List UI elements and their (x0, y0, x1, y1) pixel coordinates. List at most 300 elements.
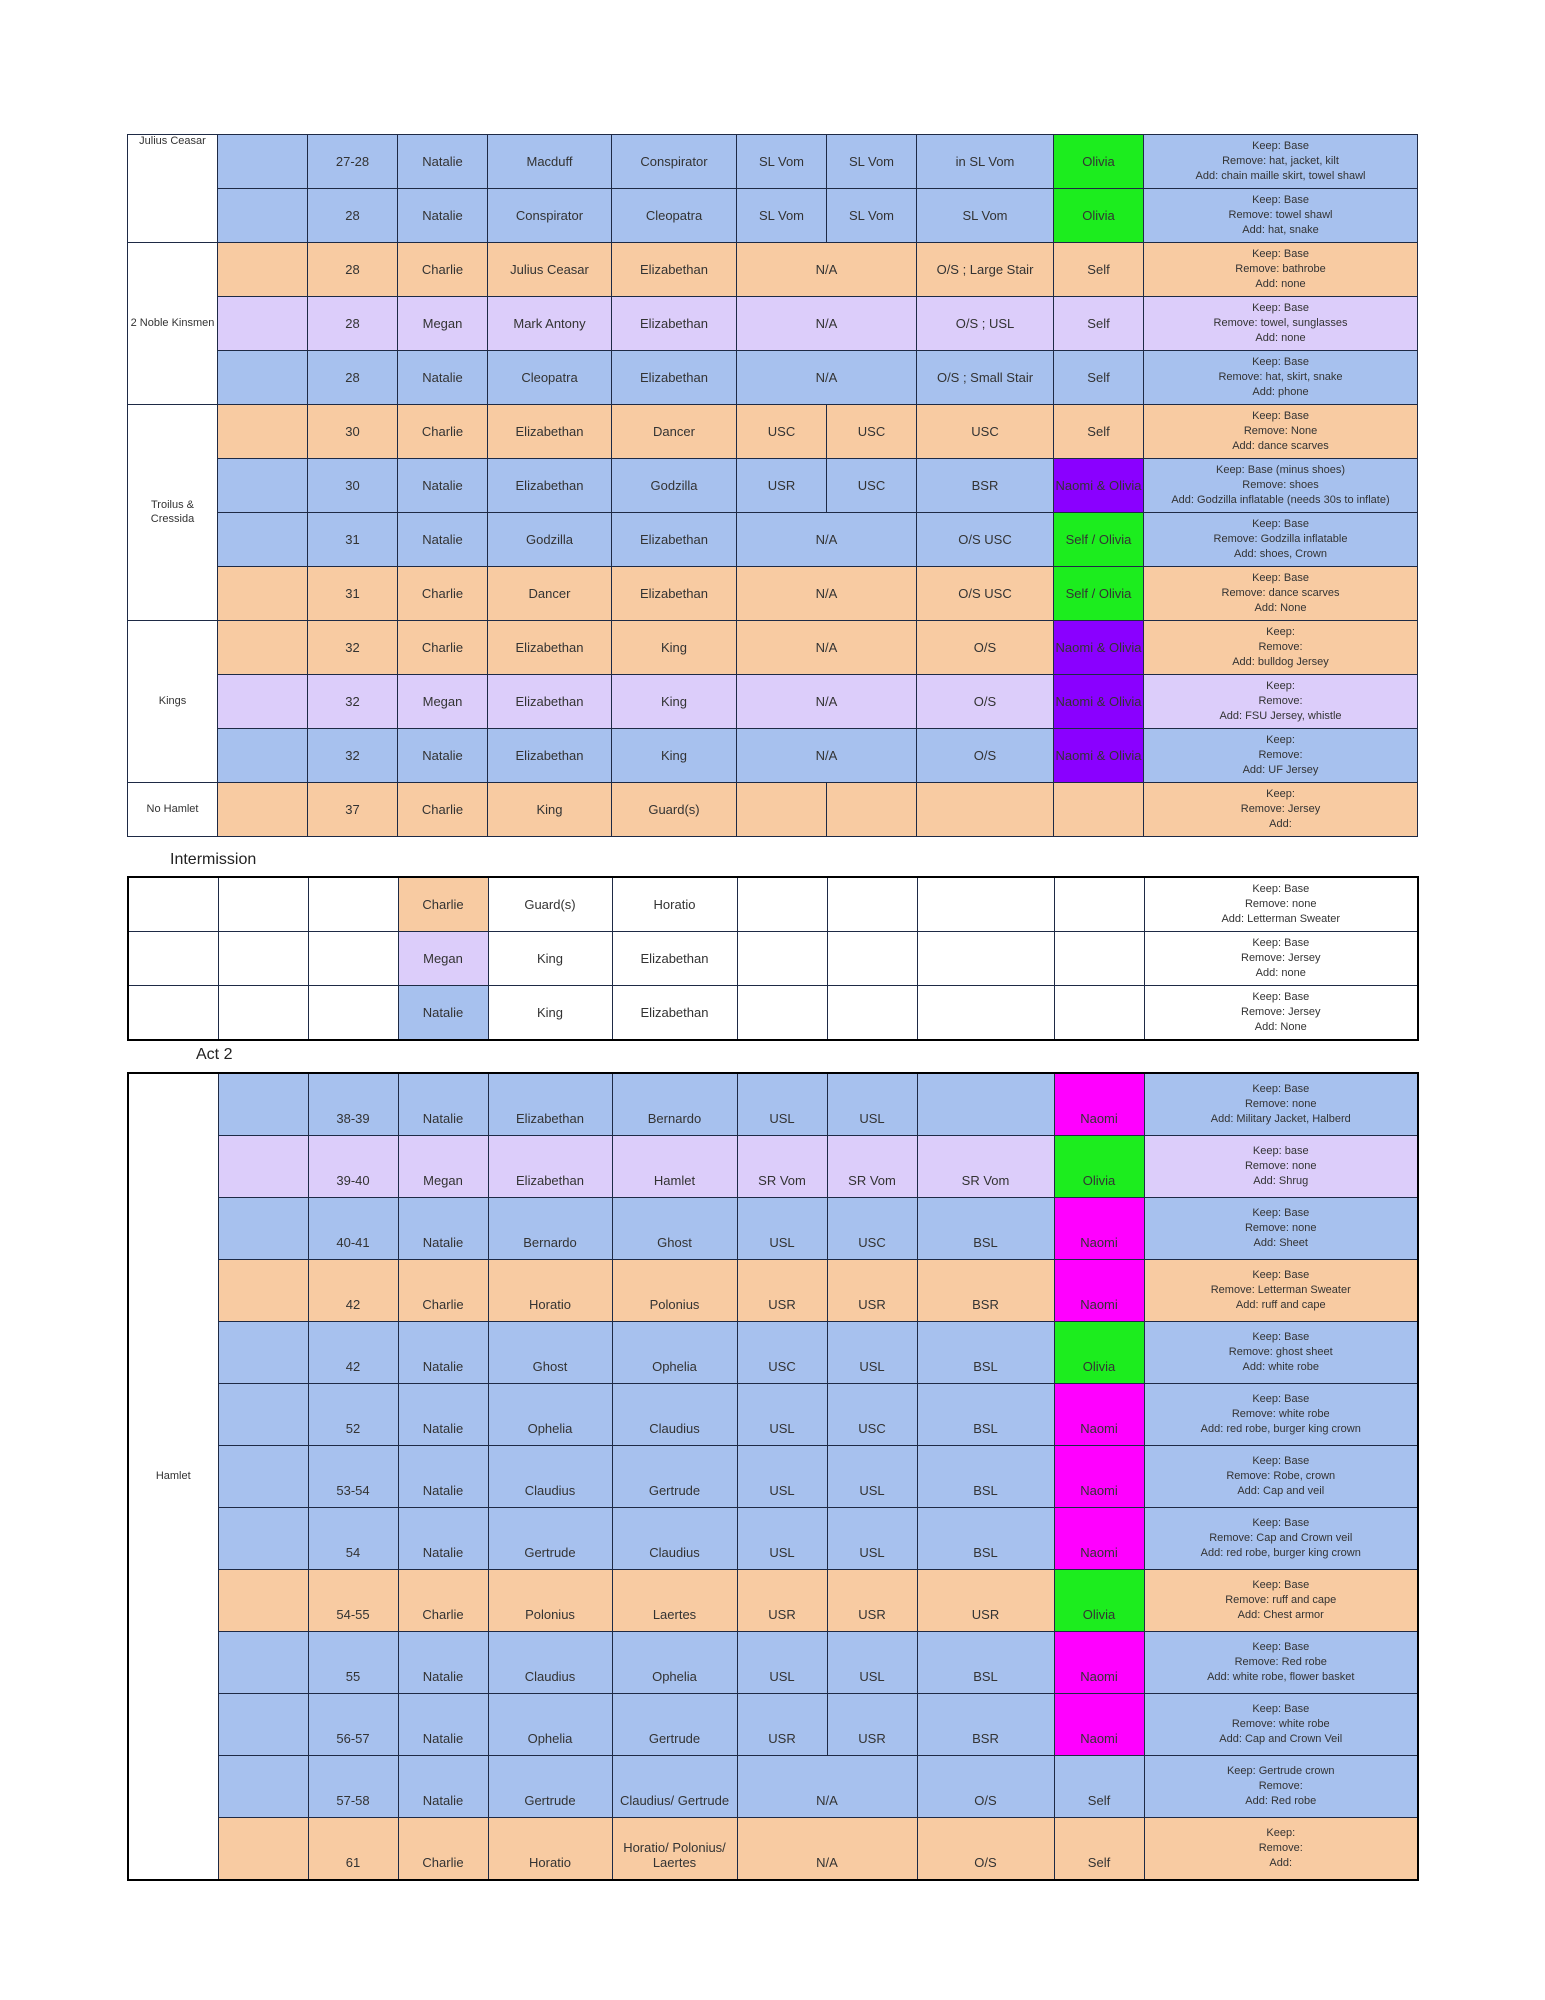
change-notes (1144, 1446, 1418, 1508)
table-row (128, 351, 1418, 405)
note-line: Remove: Jersey (1241, 952, 1321, 964)
color-swatch (218, 351, 308, 405)
table-row (128, 1508, 1418, 1570)
act2-heading: Act 2 (196, 1046, 233, 1063)
change-location: O/S ; USL (917, 297, 1054, 351)
note-line: Add: Red robe (1245, 1795, 1317, 1807)
change-notes (1144, 1136, 1418, 1198)
change-location: in SL Vom (917, 135, 1054, 189)
note-line: Keep: Base (1252, 1703, 1310, 1715)
change-location: USC (917, 405, 1054, 459)
note-line: Remove: Godzilla inflatable (1213, 533, 1348, 545)
scene-label (128, 877, 218, 932)
page-number: 42 (308, 1260, 398, 1322)
dresser-name: Self (1054, 351, 1144, 405)
note-line: Keep: Base (1252, 1393, 1310, 1405)
exit-location: USL (737, 1446, 827, 1508)
note-line: Add: chain maille skirt, towel shawl (1195, 170, 1366, 182)
to-costume: Hamlet (612, 1136, 737, 1198)
page-number: 56-57 (308, 1694, 398, 1756)
page-number (308, 986, 398, 1041)
note-line: Remove: (1258, 695, 1303, 707)
exit-location: USR (737, 1260, 827, 1322)
change-location: BSL (917, 1632, 1054, 1694)
note-line: Keep: (1266, 626, 1295, 638)
color-swatch (218, 932, 308, 986)
to-costume: Elizabethan (612, 932, 737, 986)
change-location: BSR (917, 1260, 1054, 1322)
actor-name: Natalie (398, 1694, 488, 1756)
intermission-grid (127, 876, 1419, 1041)
dresser-name (1054, 986, 1144, 1041)
to-costume: Guard(s) (612, 783, 737, 837)
exit-location: SL Vom (737, 189, 827, 243)
note-line: Keep: Base (minus shoes) (1215, 464, 1345, 476)
enter-location: USL (827, 1508, 917, 1570)
color-swatch (218, 675, 308, 729)
change-location: BSL (917, 1322, 1054, 1384)
page-number: 55 (308, 1632, 398, 1694)
to-costume: Conspirator (612, 135, 737, 189)
table-row (128, 1570, 1418, 1632)
to-costume: Ophelia (612, 1322, 737, 1384)
page-number (308, 932, 398, 986)
table-row (128, 405, 1418, 459)
change-location (917, 877, 1054, 932)
note-line: Add: none (1255, 332, 1306, 344)
note-line: Add: bulldog Jersey (1232, 656, 1329, 668)
table-row (128, 135, 1418, 189)
to-costume: Laertes (612, 1570, 737, 1632)
exit-location: SR Vom (737, 1136, 827, 1198)
to-costume: Elizabethan (612, 567, 737, 621)
color-swatch (218, 513, 308, 567)
location-na: N/A (737, 351, 917, 405)
change-notes (1144, 1694, 1418, 1756)
note-line: Add: none (1255, 278, 1306, 290)
quick-change-grid (127, 134, 1418, 837)
to-costume: Elizabethan (612, 986, 737, 1041)
note-line: Add: UF Jersey (1242, 764, 1319, 776)
change-notes (1144, 1073, 1418, 1136)
to-costume: Polonius (612, 1260, 737, 1322)
from-costume: Gertrude (488, 1756, 612, 1818)
from-costume: Ophelia (488, 1384, 612, 1446)
note-line: Remove: (1258, 1780, 1303, 1792)
table-row (128, 567, 1418, 621)
page-number: 37 (308, 783, 398, 837)
actor-name: Natalie (398, 189, 488, 243)
change-notes (1144, 1632, 1418, 1694)
dresser-name: Naomi (1054, 1508, 1144, 1570)
change-notes (1144, 405, 1418, 459)
scene-label: Hamlet (128, 1073, 218, 1880)
note-line: Add: red robe, burger king crown (1200, 1423, 1361, 1435)
table-row (128, 1446, 1418, 1508)
table-row (128, 189, 1418, 243)
actor-name: Natalie (398, 1508, 488, 1570)
location-na: N/A (737, 1818, 917, 1881)
change-notes (1144, 513, 1418, 567)
change-notes (1144, 189, 1418, 243)
note-line: Add: dance scarves (1232, 440, 1329, 452)
note-line: Keep: Base (1252, 1641, 1310, 1653)
page-number: 32 (308, 675, 398, 729)
to-costume: Elizabethan (612, 243, 737, 297)
exit-location: USL (737, 1384, 827, 1446)
page-number: 30 (308, 459, 398, 513)
dresser-name: Self (1054, 1818, 1144, 1881)
note-line: Add: red robe, burger king crown (1200, 1547, 1361, 1559)
page-number: 42 (308, 1322, 398, 1384)
color-swatch (218, 783, 308, 837)
note-line: Keep: Gertrude crown (1226, 1765, 1335, 1777)
change-location: O/S (917, 621, 1054, 675)
to-costume: Elizabethan (612, 351, 737, 405)
color-swatch (218, 189, 308, 243)
page-number: 61 (308, 1818, 398, 1881)
note-line: Keep: Base (1252, 140, 1309, 152)
note-line: Add: none (1255, 967, 1306, 979)
note-line: Add: (1269, 1857, 1293, 1869)
note-line: Keep: Base (1252, 1331, 1310, 1343)
change-location (917, 932, 1054, 986)
color-swatch (218, 567, 308, 621)
page-number: 30 (308, 405, 398, 459)
note-line: Remove: towel shawl (1228, 209, 1333, 221)
intermission-heading: Intermission (170, 851, 257, 868)
change-notes (1144, 1260, 1418, 1322)
exit-location: USC (737, 1322, 827, 1384)
change-notes (1144, 459, 1418, 513)
table-row (128, 513, 1418, 567)
note-line: Add: None (1254, 1021, 1307, 1033)
dresser-name: Self / Olivia (1054, 513, 1144, 567)
note-line: Keep: Base (1252, 356, 1309, 368)
note-line: Add: shoes, Crown (1234, 548, 1327, 560)
note-line: Keep: Base (1252, 302, 1309, 314)
to-costume: Horatio (612, 877, 737, 932)
to-costume: King (612, 675, 737, 729)
act2-table (127, 1072, 1417, 1881)
page-number: 27-28 (308, 135, 398, 189)
change-notes (1144, 243, 1418, 297)
table-row (128, 932, 1418, 986)
actor-name: Natalie (398, 1756, 488, 1818)
color-swatch (218, 1136, 308, 1198)
actor-name: Charlie (398, 1570, 488, 1632)
change-location: O/S ; Large Stair (917, 243, 1054, 297)
note-line: Add: ruff and cape (1235, 1299, 1326, 1311)
from-costume: Ophelia (488, 1694, 612, 1756)
scene-label: No Hamlet (128, 783, 218, 837)
from-costume: Elizabethan (488, 675, 612, 729)
note-line: Keep: Base (1252, 518, 1309, 530)
actor-name: Megan (398, 932, 488, 986)
from-costume: Macduff (488, 135, 612, 189)
change-location: BSL (917, 1384, 1054, 1446)
from-costume: Godzilla (488, 513, 612, 567)
page-number: 28 (308, 189, 398, 243)
actor-name: Natalie (398, 1632, 488, 1694)
color-swatch (218, 1570, 308, 1632)
note-line: Keep: (1266, 1827, 1296, 1839)
from-costume: Horatio (488, 1260, 612, 1322)
from-costume: Elizabethan (488, 459, 612, 513)
color-swatch (218, 405, 308, 459)
from-costume: Elizabethan (488, 1136, 612, 1198)
change-notes (1144, 1198, 1418, 1260)
note-line: Remove: (1258, 641, 1303, 653)
note-line: Remove: ghost sheet (1228, 1346, 1333, 1358)
dresser-name: Olivia (1054, 1136, 1144, 1198)
table-row (128, 621, 1418, 675)
dresser-name (1054, 932, 1144, 986)
enter-location: SL Vom (827, 189, 917, 243)
note-line: Keep: Base (1252, 1579, 1310, 1591)
exit-location: USL (737, 1198, 827, 1260)
actor-name: Charlie (398, 1260, 488, 1322)
from-costume: Claudius (488, 1632, 612, 1694)
change-location: BSR (917, 1694, 1054, 1756)
from-costume: King (488, 986, 612, 1041)
note-line: Add: hat, snake (1242, 224, 1319, 236)
change-location: O/S ; Small Stair (917, 351, 1054, 405)
page-number: 32 (308, 729, 398, 783)
page-number: 54 (308, 1508, 398, 1570)
note-line: Add: Godzilla inflatable (needs 30s to inflate) (1171, 494, 1390, 506)
dresser-name: Naomi (1054, 1632, 1144, 1694)
note-line: Remove: None (1243, 425, 1318, 437)
dresser-name: Self (1054, 243, 1144, 297)
from-costume: Polonius (488, 1570, 612, 1632)
note-line: Remove: dance scarves (1221, 587, 1340, 599)
note-line: Keep: Base (1252, 1207, 1310, 1219)
note-line: Remove: white robe (1231, 1718, 1330, 1730)
act2-grid (127, 1072, 1419, 1881)
change-location (917, 1073, 1054, 1136)
note-line: Add: Cap and Crown Veil (1219, 1733, 1343, 1745)
note-line: Add: Military Jacket, Halberd (1210, 1113, 1351, 1125)
dresser-name: Olivia (1054, 189, 1144, 243)
note-line: Keep: Base (1252, 1455, 1310, 1467)
table-row (128, 1384, 1418, 1446)
exit-location (737, 932, 827, 986)
note-line: Add: (1269, 818, 1292, 830)
location-na: N/A (737, 621, 917, 675)
from-costume: Elizabethan (488, 621, 612, 675)
color-swatch (218, 1756, 308, 1818)
from-costume: King (488, 932, 612, 986)
dresser-name: Olivia (1054, 1322, 1144, 1384)
note-line: Add: Shrug (1253, 1175, 1309, 1187)
note-line: Keep: (1266, 680, 1295, 692)
from-costume: Ghost (488, 1322, 612, 1384)
note-line: Add: Letterman Sweater (1221, 913, 1341, 925)
page-number: 28 (308, 351, 398, 405)
table-row (128, 297, 1418, 351)
dresser-name: Self (1054, 405, 1144, 459)
change-location: BSR (917, 459, 1054, 513)
actor-name: Charlie (398, 783, 488, 837)
to-costume: King (612, 621, 737, 675)
exit-location: USR (737, 1694, 827, 1756)
to-costume: Claudius (612, 1384, 737, 1446)
dresser-name: Naomi & Olivia (1054, 459, 1144, 513)
change-notes (1144, 986, 1418, 1041)
intermission-table (127, 876, 1417, 1041)
table-row (128, 1694, 1418, 1756)
from-costume: Elizabethan (488, 729, 612, 783)
dresser-name: Olivia (1054, 135, 1144, 189)
color-swatch (218, 1198, 308, 1260)
location-na: N/A (737, 513, 917, 567)
actor-name: Charlie (398, 405, 488, 459)
note-line: Keep: Base (1252, 883, 1310, 895)
note-line: Keep: Base (1252, 1517, 1310, 1529)
note-line: Add: white robe, flower basket (1207, 1671, 1355, 1683)
exit-location: USC (737, 405, 827, 459)
change-notes (1144, 351, 1418, 405)
table-row (128, 1756, 1418, 1818)
table-row (128, 1818, 1418, 1881)
change-notes (1144, 621, 1418, 675)
dresser-name: Naomi & Olivia (1054, 621, 1144, 675)
enter-location: USR (827, 1570, 917, 1632)
exit-location (737, 877, 827, 932)
change-location: O/S (917, 1756, 1054, 1818)
actor-name: Natalie (398, 1446, 488, 1508)
costume-change-table-part1 (127, 134, 1417, 837)
to-costume: Ophelia (612, 1632, 737, 1694)
color-swatch (218, 1073, 308, 1136)
note-line: Remove: shoes (1242, 479, 1319, 491)
enter-location: USR (827, 1260, 917, 1322)
note-line: Remove: (1258, 1842, 1303, 1854)
change-notes (1144, 1508, 1418, 1570)
page-number: 53-54 (308, 1446, 398, 1508)
change-notes (1144, 783, 1418, 837)
table-row (128, 729, 1418, 783)
change-location: O/S (917, 675, 1054, 729)
scene-label: Kings (128, 621, 218, 783)
change-notes (1144, 297, 1418, 351)
enter-location (827, 783, 917, 837)
actor-name: Natalie (398, 351, 488, 405)
scene-label: 2 Noble Kinsmen (128, 243, 218, 405)
to-costume: Claudius (612, 1508, 737, 1570)
actor-name: Natalie (398, 459, 488, 513)
actor-name: Natalie (398, 513, 488, 567)
enter-location (827, 986, 917, 1041)
to-costume: Elizabethan (612, 297, 737, 351)
scene-label: Troilus & Cressida (128, 405, 218, 621)
to-costume: Horatio/ Polonius/ Laertes (612, 1818, 737, 1881)
change-notes (1144, 1322, 1418, 1384)
color-swatch (218, 1260, 308, 1322)
change-notes (1144, 1384, 1418, 1446)
note-line: Keep: Base (1252, 991, 1310, 1003)
from-costume: Gertrude (488, 1508, 612, 1570)
table-row (128, 1322, 1418, 1384)
page-number: 28 (308, 297, 398, 351)
note-line: Add: Cap and veil (1237, 1485, 1325, 1497)
note-line: Remove: Letterman Sweater (1210, 1284, 1351, 1296)
color-swatch (218, 459, 308, 513)
actor-name: Charlie (398, 567, 488, 621)
to-costume: Claudius/ Gertrude (612, 1756, 737, 1818)
color-swatch (218, 729, 308, 783)
table-row (128, 675, 1418, 729)
color-swatch (218, 1446, 308, 1508)
location-na: N/A (737, 297, 917, 351)
change-location: BSL (917, 1446, 1054, 1508)
enter-location: USL (827, 1322, 917, 1384)
table-row (128, 783, 1418, 837)
note-line: Add: Sheet (1253, 1237, 1308, 1249)
note-line: Add: Chest armor (1237, 1609, 1324, 1621)
table-row (128, 1136, 1418, 1198)
page-number: 57-58 (308, 1756, 398, 1818)
exit-location: USR (737, 459, 827, 513)
change-location: USR (917, 1570, 1054, 1632)
to-costume: Godzilla (612, 459, 737, 513)
dresser-name: Self / Olivia (1054, 567, 1144, 621)
note-line: Remove: bathrobe (1235, 263, 1326, 275)
color-swatch (218, 297, 308, 351)
dresser-name (1054, 877, 1144, 932)
enter-location (827, 877, 917, 932)
change-notes (1144, 567, 1418, 621)
note-line: Keep: Base (1252, 1083, 1310, 1095)
enter-location: USL (827, 1073, 917, 1136)
actor-name: Megan (398, 297, 488, 351)
enter-location: SR Vom (827, 1136, 917, 1198)
note-line: Keep: base (1252, 1145, 1309, 1157)
note-line: Remove: none (1244, 1098, 1317, 1110)
enter-location (827, 932, 917, 986)
change-notes (1144, 675, 1418, 729)
to-costume: Ghost (612, 1198, 737, 1260)
note-line: Remove: Cap and Crown veil (1209, 1532, 1353, 1544)
change-location: O/S USC (917, 567, 1054, 621)
note-line: Remove: hat, jacket, kilt (1222, 155, 1339, 167)
to-costume: Cleopatra (612, 189, 737, 243)
from-costume: King (488, 783, 612, 837)
table-row (128, 459, 1418, 513)
dresser-name: Self (1054, 1756, 1144, 1818)
table-row (128, 243, 1418, 297)
location-na: N/A (737, 1756, 917, 1818)
scene-label: Julius Ceasar (128, 135, 218, 243)
page-number: 52 (308, 1384, 398, 1446)
change-notes (1144, 877, 1418, 932)
scene-label (128, 932, 218, 986)
change-location: O/S (917, 1818, 1054, 1881)
dresser-name: Self (1054, 297, 1144, 351)
dresser-name: Naomi & Olivia (1054, 729, 1144, 783)
color-swatch (218, 1632, 308, 1694)
note-line: Keep: Base (1252, 937, 1310, 949)
page-number: 32 (308, 621, 398, 675)
exit-location: USL (737, 1632, 827, 1694)
from-costume: Mark Antony (488, 297, 612, 351)
location-na: N/A (737, 675, 917, 729)
actor-name: Charlie (398, 621, 488, 675)
dresser-name: Olivia (1054, 1570, 1144, 1632)
note-line: Keep: (1266, 788, 1295, 800)
change-notes (1144, 729, 1418, 783)
